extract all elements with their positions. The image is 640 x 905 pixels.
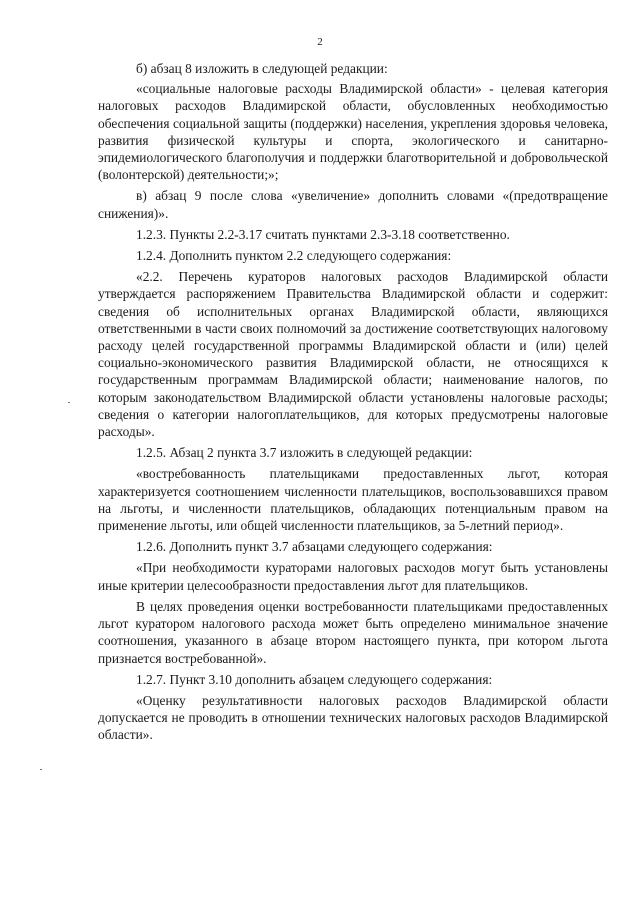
paragraph-criteria: «При необходимости кураторами налоговых расходов могут быть установлены иные критерии целесообразности предоставления льгот для плательщиков.: [98, 560, 608, 593]
paragraph-1-2-3: 1.2.3. Пункты 2.2-3.17 считать пунктами 2.3-3.18 соответственно.: [136, 226, 510, 242]
paragraph-v: в) абзац 9 после слова «увеличение» дополнить словами «(предотвращение снижения)».: [98, 188, 608, 221]
paragraph-2-2-curators: «2.2. Перечень кураторов налоговых расходов Владимирской области утверждается распоряжением Правительства Владимирской области и содержит: сведения об исполнительных органах Владимирской области, являющихся ответственными в части своих полномочий за достижение соответствующих налоговому расходу целей государственной программы Владимирской области и (или) целей социально-экономического развития Владимирской области, не относящихся к государственным программам Владимирской области; наименование налогов, по которым законодательством Владимирской области установлены налоговые расходы; сведения о категории налогоплательщиков, для которых предусмотрены налоговые расходы».: [98, 269, 608, 440]
paragraph-1-2-5: 1.2.5. Абзац 2 пункта 3.7 изложить в следующей редакции:: [136, 445, 473, 461]
paragraph-effectiveness: «Оценку результативности налоговых расходов Владимирской области допускается не проводить в отношении технических налоговых расходов Владимирской области».: [98, 692, 608, 743]
paragraph-b: б) абзац 8 изложить в следующей редакции:: [136, 61, 388, 76]
scan-speck: [68, 402, 70, 403]
paragraph-social-tax-expenses: «социальные налоговые расходы Владимирской области» - целевая категория налоговых расходов Владимирской области, обусловленных необходимостью обеспечения социальной защиты (поддержки) населения, укрепления здоровья человека, развития физической культуры и спорта, экологического и санитарно-эпидемиологического благополучия и поддержки благотворительной и добровольческой (волонтерской) деятельности;»;: [98, 81, 608, 183]
scan-speck: [40, 769, 42, 770]
document-body: [98, 60, 608, 748]
paragraph-1-2-7: 1.2.7. Пункт 3.10 дополнить абзацем следующего содержания:: [136, 671, 493, 687]
paragraph-1-2-4: 1.2.4. Дополнить пунктом 2.2 следующего содержания:: [136, 248, 452, 264]
paragraph-demand: «востребованность плательщиками предоставленных льгот, которая характеризуется соотношением численности плательщиков, воспользовавшихся правом на льготы, и численности плательщиков, обладающих потенциальным правом на применение льготы, или общей численности плательщиков, за 5-летний период».: [98, 466, 608, 534]
paragraph-1-2-6: 1.2.6. Дополнить пункт 3.7 абзацами следующего содержания:: [136, 539, 493, 555]
page-number: 2: [317, 36, 323, 48]
paragraph-assessment: В целях проведения оценки востребованности плательщиками предоставленных льгот куратором налогового расхода может быть определено минимальное значение соотношения, указанного в абзаце втором настоящего пункта, при котором льгота признается востребованной».: [98, 598, 608, 666]
